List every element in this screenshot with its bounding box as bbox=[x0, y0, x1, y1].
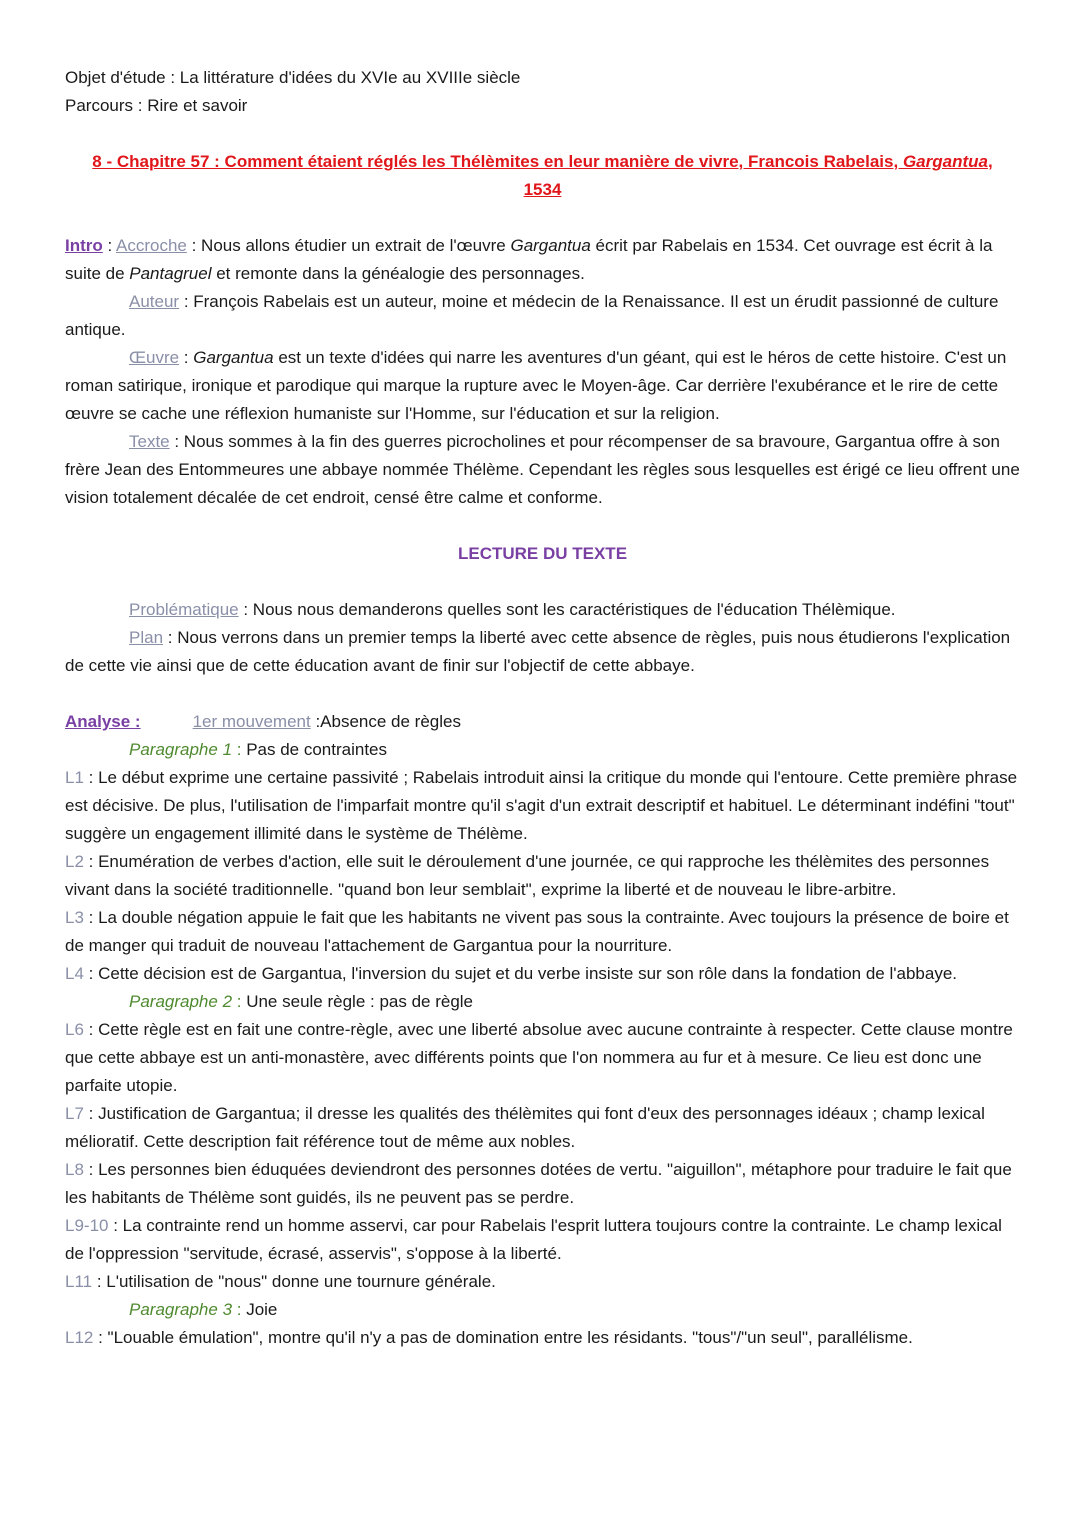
line-note-l2 bbox=[65, 848, 1020, 904]
parcours: Parcours : Rire et savoir bbox=[65, 96, 248, 115]
l2-text: : Enumération de verbes d'action, elle suit le déroulement d'une journée, ce qui rapproche les thélèmites des personnes vivant dans la société traditionnelle. "quand bon leur semblait", exprime la liberté et de nouveau le libre-arbitre. bbox=[65, 852, 990, 899]
auteur-text: : François Rabelais est un auteur, moine et médecin de la Renaissance. Il est un érudit passionné de culture antique. bbox=[65, 292, 999, 339]
line-note-l7 bbox=[65, 1100, 1020, 1156]
problematique-label: Problématique bbox=[129, 600, 239, 619]
l2-ref: L2 bbox=[65, 852, 84, 871]
l8-text: : Les personnes bien éduquées deviendront des personnes dotées de vertu. "aiguillon", métaphore pour traduire le fait que les habitants de Thélème sont guidés, ils ne peuvent pas se perdre. bbox=[65, 1160, 1012, 1207]
l7-ref: L7 bbox=[65, 1104, 84, 1123]
p2-text: Une seule règle : pas de règle bbox=[246, 992, 474, 1011]
plan bbox=[65, 624, 1020, 680]
mouvement-text: :Absence de règles bbox=[310, 712, 461, 731]
auteur-label: Auteur bbox=[129, 292, 180, 311]
l910-text: : La contrainte rend un homme asservi, car pour Rabelais l'esprit luttera toujours contre la contrainte. Le champ lexical de l'oppression "servitude, écrasé, asservis", s'oppose à la liberté. bbox=[65, 1216, 1002, 1263]
p3-label: Paragraphe 3 bbox=[129, 1300, 233, 1319]
texte-label: Texte bbox=[129, 432, 170, 451]
intro-label: Intro bbox=[65, 236, 103, 255]
l6-text: : Cette règle est en fait une contre-règle, avec une liberté absolue avec aucune contrainte à respecter. Cette clause montre que cette abbaye est un anti-monastère, avec différents points que l'on nommera au fur et à mesure. Ce lieu est donc une parfaite utopie. bbox=[65, 1020, 1013, 1095]
p3-sep: : bbox=[232, 1300, 247, 1319]
l12-text: : "Louable émulation", montre qu'il n'y a pas de domination entre les résidants. "tous"/"un seul", parallélisme. bbox=[93, 1328, 913, 1347]
title-prefix: 8 - Chapitre 57 : Comment étaient réglés les Thélèmites en leur manière de vivre, Francois Rabelais, bbox=[92, 152, 903, 171]
accroche-work2: Pantagruel bbox=[129, 264, 212, 283]
l3-ref: L3 bbox=[65, 908, 84, 927]
l3-text: : La double négation appuie le fait que les habitants ne vivent pas sous la contrainte. Avec toujours la présence de boire et de manger qui traduit de nouveau l'attachement de Gargantua pour la nourriture. bbox=[65, 908, 1009, 955]
l7-text: : Justification de Gargantua; il dresse les qualités des thélèmites qui font d'eux des personnages idéaux ; champ lexical mélioratif. Cette description fait référence tout de même aux nobles. bbox=[65, 1104, 985, 1151]
p1-text: Pas de contraintes bbox=[246, 740, 388, 759]
oeuvre-label: Œuvre bbox=[129, 348, 180, 367]
lecture-heading: LECTURE DU TEXTE bbox=[457, 544, 628, 563]
line-note-l8 bbox=[65, 1156, 1020, 1212]
l12-ref: L12 bbox=[65, 1328, 94, 1347]
line-note-l12 bbox=[65, 1324, 1020, 1352]
line-note-l3 bbox=[65, 904, 1020, 960]
mouvement-label: 1er mouvement bbox=[192, 712, 311, 731]
objet-etude: Objet d'étude : La littérature d'idées du XVIe au XVIIIe siècle bbox=[65, 68, 521, 87]
oeuvre-text: est un texte d'idées qui narre les aventures d'un géant, qui est le héros de cette histoire. C'est un roman satirique, ironique et parodique qui marque la rupture avec le Moyen-âge. Car derrière l'exubérance et le rire de cette œuvre se cache une réflexion humaniste sur l'Homme, sur l'éducation et sur la religion. bbox=[65, 348, 1007, 423]
problematique-text: : Nous nous demanderons quelles sont les caractéristiques de l'éducation Thélèmique. bbox=[238, 600, 896, 619]
intro-auteur bbox=[65, 288, 1020, 344]
accroche-label: Accroche bbox=[116, 236, 187, 255]
l8-ref: L8 bbox=[65, 1160, 84, 1179]
l11-text: : L'utilisation de "nous" donne une tournure générale. bbox=[92, 1272, 496, 1291]
accroche-work: Gargantua bbox=[510, 236, 591, 255]
plan-label: Plan bbox=[129, 628, 164, 647]
oeuvre-work: Gargantua bbox=[193, 348, 274, 367]
line-note-l1 bbox=[65, 764, 1020, 848]
paragraphe-1-heading bbox=[65, 736, 1020, 764]
intro-sep: : bbox=[102, 236, 117, 255]
title-work: Gargantua bbox=[902, 152, 988, 171]
problematique bbox=[65, 596, 1020, 624]
l4-text: : Cette décision est de Gargantua, l'inversion du sujet et du verbe insiste sur son rôle dans la fondation de l'abbaye. bbox=[83, 964, 957, 983]
intro-oeuvre bbox=[65, 344, 1020, 428]
l6-ref: L6 bbox=[65, 1020, 84, 1039]
paragraphe-2-heading bbox=[65, 988, 1020, 1016]
line-note-l4 bbox=[65, 960, 1020, 988]
p2-label: Paragraphe 2 bbox=[129, 992, 233, 1011]
p1-label: Paragraphe 1 bbox=[129, 740, 233, 759]
oeuvre-sep: : bbox=[179, 348, 194, 367]
p3-text: Joie bbox=[246, 1300, 278, 1319]
intro-texte bbox=[65, 428, 1020, 512]
line-note-l6 bbox=[65, 1016, 1020, 1100]
document-title bbox=[65, 148, 1020, 204]
paragraphe-3-heading bbox=[65, 1296, 1020, 1324]
title-year: 1534 bbox=[523, 180, 562, 199]
l910-ref: L9-10 bbox=[65, 1216, 109, 1235]
accroche-text-a: : Nous allons étudier un extrait de l'œuvre bbox=[186, 236, 511, 255]
intro-accroche bbox=[65, 232, 1020, 288]
l4-ref: L4 bbox=[65, 964, 84, 983]
line-note-l11 bbox=[65, 1268, 1020, 1296]
l1-ref: L1 bbox=[65, 768, 84, 787]
analyse-header bbox=[65, 708, 1020, 736]
accroche-text-c: et remonte dans la généalogie des personnages. bbox=[211, 264, 585, 283]
texte-text: : Nous sommes à la fin des guerres picrocholines et pour récompenser de sa bravoure, Gargantua offre à son frère Jean des Entommeures une abbaye nommée Thélème. Cependant les règles sous lesquelles est érigé ce lieu offrent une vision totalement décalée de cet endroit, censé être calme et conforme. bbox=[65, 432, 1020, 507]
analyse-label: Analyse : bbox=[65, 712, 141, 731]
l11-ref: L11 bbox=[65, 1272, 93, 1291]
p2-sep: : bbox=[232, 992, 247, 1011]
line-note-l9-10 bbox=[65, 1212, 1020, 1268]
accroche-text-b: écrit par Rabelais en 1534. Cet ouvrage est écrit à la suite de bbox=[65, 236, 993, 283]
p1-sep: : bbox=[232, 740, 247, 759]
plan-text: : Nous verrons dans un premier temps la liberté avec cette absence de règles, puis nous étudierons l'explication de cette vie ainsi que de cette éducation avant de finir sur l'objectif de cette abbaye. bbox=[65, 628, 1011, 675]
document-page bbox=[65, 64, 1020, 1352]
title-suffix: , bbox=[987, 152, 993, 171]
l1-text: : Le début exprime une certaine passivité ; Rabelais introduit ainsi la critique du monde qui l'entoure. Cette première phrase est décisive. De plus, l'utilisation de l'imparfait montre qu'il s'agit d'un extrait descriptif et habituel. Le déterminant indéfini "tout" suggère un engagement illimité dans le système de Thélème. bbox=[65, 768, 1018, 843]
